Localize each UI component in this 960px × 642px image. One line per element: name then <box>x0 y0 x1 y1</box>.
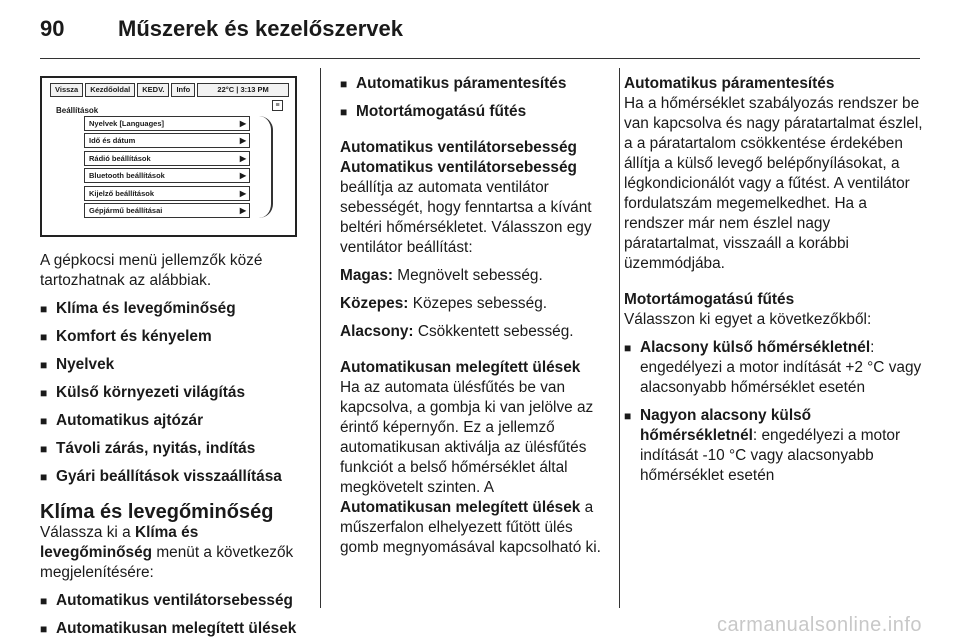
select-text: Válassza ki a Klíma és levegőminőség menüt a következők megjelenítésére: <box>40 524 294 581</box>
fan-medium: Közepes: Közepes sebesség. <box>340 295 548 312</box>
feature-item: ■ Gyári beállítások visszaállítása <box>40 467 305 487</box>
feature-item: ■ Komfort és kényelem <box>40 327 305 347</box>
feature-item: ■ Klíma és levegőminőség <box>40 299 305 319</box>
screen-status: 22°C | 3:13 PM <box>197 83 289 97</box>
screen-menu-item: Gépjármű beállításai ▶ <box>84 203 250 218</box>
seat-text: Ha az automata ülésfűtés be van kapcsolva, a gombja ki van jelölve az érintő képernyőn. Ez a jellemző automatikusan aktiválja az ülésfűtés funkciót a belső hőmérséklet által megkövetelt szinten. A Automatikusan melegített ülések a műszerfalon elhelyezett fűtött ülés gomb megnyomásával kapcsolható ki. <box>340 379 601 556</box>
header-rule <box>40 58 920 59</box>
column-3 <box>624 74 924 486</box>
screen-tab-info: Info <box>171 83 195 97</box>
heat-heading: Motortámogatású fűtés <box>624 291 795 308</box>
fan-heading: Automatikus ventilátorsebesség <box>340 139 577 156</box>
climate-item: ■ Motortámogatású fűtés <box>340 102 610 122</box>
climate-item: ■ Automatikus páramentesítés <box>340 74 610 94</box>
chevron-right-icon: ▶ <box>239 171 246 181</box>
screen-menu-item: Nyelvek [Languages] ▶ <box>84 116 250 131</box>
screen-menu-item: Rádió beállítások ▶ <box>84 151 250 166</box>
fan-low: Alacsony: Csökkentett sebesség. <box>340 323 574 340</box>
climate-item: ■ Automatikus ventilátorsebesség <box>40 591 305 611</box>
fan-high: Magas: Megnövelt sebesség. <box>340 267 543 284</box>
chevron-right-icon: ▶ <box>239 153 246 163</box>
column-2 <box>340 74 610 558</box>
heat-option: ■ Nagyon alacsony külső hőmérsékletnél: engedélyezi a motor indítását -10 °C vagy alacsonyabb hőmérséklet esetén <box>624 406 924 486</box>
screen-tab-favorites: KEDV. <box>137 83 169 97</box>
feature-item: ■ Külső környezeti világítás <box>40 383 305 403</box>
screen-menu-item: Idő és dátum ▶ <box>84 133 250 148</box>
chevron-right-icon: ▶ <box>239 188 246 198</box>
screen-menu-item: Kijelző beállítások ▶ <box>84 186 250 201</box>
column-1 <box>40 74 305 639</box>
intro-text: A gépkocsi menü jellemzők közé tartozhatnak az alábbiak. <box>40 252 263 289</box>
screen-menu <box>84 116 250 220</box>
fan-text: Automatikus ventilátorsebesség beállítja az automata ventilátor sebességét, hogy fenntartsa a kívánt beltéri hőmérsékletet. Válasszon egy ventilátor beállítást: <box>340 159 592 256</box>
feature-item: ■ Automatikus ajtózár <box>40 411 305 431</box>
section-heading: Klíma és levegőminőség <box>40 501 274 523</box>
defog-text: Ha a hőmérséklet szabályozás rendszer be van kapcsolva és nagy páratartalmat észlel, a a páratartalom csökkentése érdekében állítja a külső levegő belépőnyílásokat, a légkondicionálót vagy a fűtést. A ventilátor fordulatszám megemelkedhet. Ha a rendszer már nem észlel nagy páratartalmat, visszaáll a korábbi üzemmódjába. <box>624 95 923 272</box>
screen-curve-decoration <box>259 116 273 218</box>
screen-tab-bar <box>50 83 289 97</box>
heat-option: ■ Alacsony külső hőmérsékletnél: engedélyezi a motor indítását +2 °C vagy alacsonyabb hőmérséklet esetén <box>624 338 924 398</box>
chevron-right-icon: ▶ <box>239 205 246 215</box>
screen-tab-back: Vissza <box>50 83 83 97</box>
climate-item: ■ Automatikusan melegített ülések <box>40 619 305 639</box>
chevron-right-icon: ▶ <box>239 136 246 146</box>
defog-heading: Automatikus páramentesítés <box>624 75 835 92</box>
chevron-right-icon: ▶ <box>239 119 246 128</box>
page-header <box>0 0 960 60</box>
column-divider <box>320 68 321 608</box>
screen-tab-home: Kezdőoldal <box>85 83 135 97</box>
heat-text: Válasszon ki egyet a következőkből: <box>624 311 872 328</box>
settings-icon: ≡ <box>272 100 283 111</box>
page-number: 90 <box>40 16 65 41</box>
feature-item: ■ Távoli zárás, nyitás, indítás <box>40 439 305 459</box>
feature-item: ■ Nyelvek <box>40 355 305 375</box>
screen-menu-item: Bluetooth beállítások ▶ <box>84 168 250 183</box>
seat-heading: Automatikusan melegített ülések <box>340 359 581 376</box>
watermark: carmanualsonline.info <box>716 614 922 636</box>
settings-screen-illustration <box>40 76 297 237</box>
screen-title: Beállítások <box>56 106 99 115</box>
page-title: Műszerek és kezelőszervek <box>118 16 403 41</box>
column-divider <box>619 68 620 608</box>
